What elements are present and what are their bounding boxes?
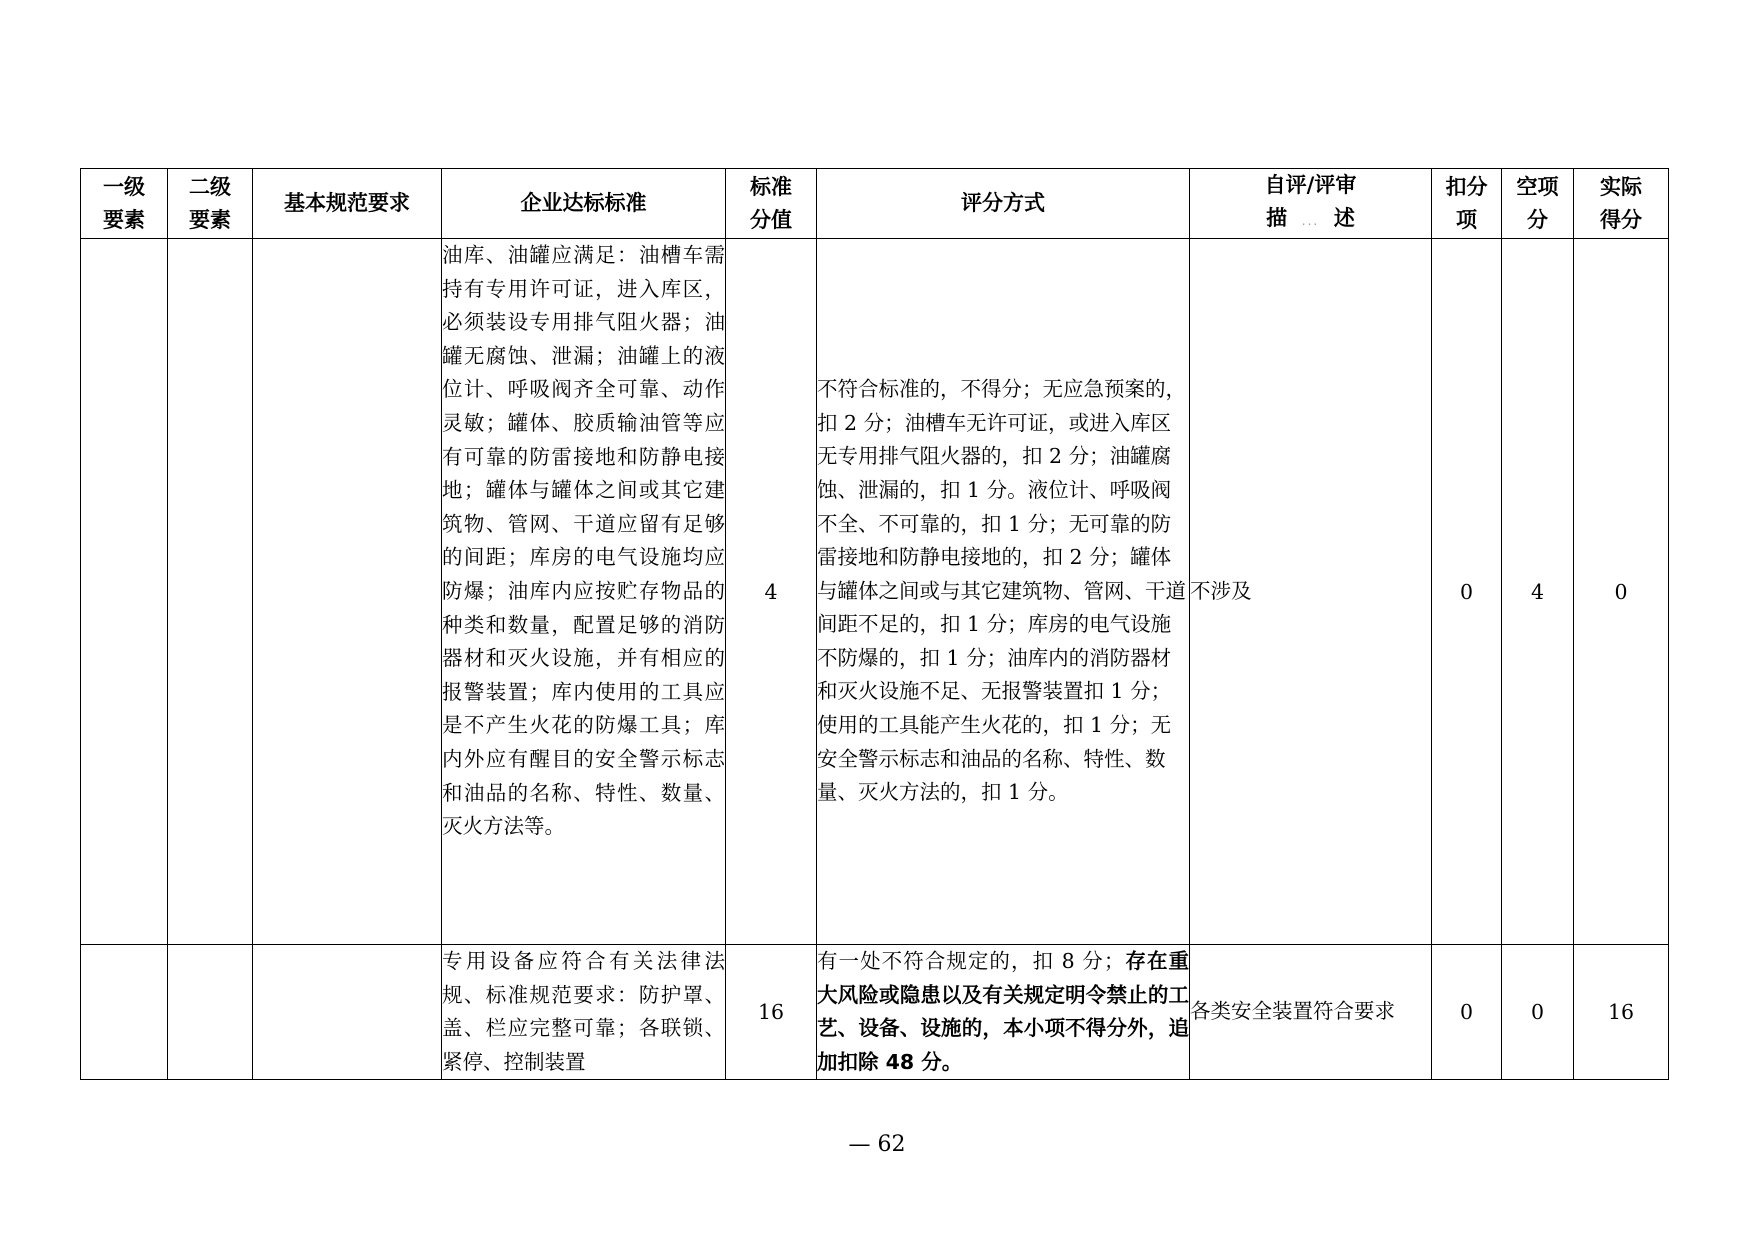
level2-cell: [168, 239, 253, 945]
scoring-method-cell: [817, 945, 1190, 1080]
header-level1-element: 一级 要素: [81, 169, 168, 239]
empty-score-cell: 4: [1502, 239, 1574, 945]
standard-score-cell: 16: [726, 945, 817, 1080]
level1-cell: [81, 945, 168, 1080]
enterprise-standard-cell: 专用设备应符合有关法律法规、标准规范要求：防护罩、盖、栏应完整可靠；各联锁、紧停、控制装置: [442, 945, 726, 1080]
actual-score-cell: 0: [1574, 239, 1669, 945]
standard-score-cell: 4: [726, 239, 817, 945]
basic-requirement-cell: [253, 239, 442, 945]
table-row: [81, 945, 1669, 1080]
enterprise-standard-cell: 油库、油罐应满足：油槽车需持有专用许可证，进入库区，必须装设专用排气阻火器；油罐无腐蚀、泄漏；油罐上的液位计、呼吸阀齐全可靠、动作灵敏；罐体、胶质输油管等应有可靠的防雷接地和防静电接地；罐体与罐体之间或其它建筑物、管网、干道应留有足够的间距；库房的电气设施均应防爆；油库内应按贮存物品的种类和数量，配置足够的消防器材和灭火设施，并有相应的报警装置；库内使用的工具应是不产生火花的防爆工具；库内外应有醒目的安全警示标志和油品的名称、特性、数量、灭火方法等。: [442, 239, 726, 945]
table-row: [81, 239, 1669, 945]
header-enterprise-standard: 企业达标标准: [442, 169, 726, 239]
header-basic-requirements: 基本规范要求: [253, 169, 442, 239]
standards-table: [80, 168, 1669, 1080]
description-cell: 各类安全装置符合要求: [1190, 945, 1432, 1080]
scoring-method-normal: 有一处不符合规定的，扣 8 分；: [817, 949, 1125, 973]
empty-score-cell: 0: [1502, 945, 1574, 1080]
header-actual-score: 实际 得分: [1574, 169, 1669, 239]
header-deduction-items: 扣分 项: [1432, 169, 1502, 239]
actual-score-cell: 16: [1574, 945, 1669, 1080]
deduction-cell: 0: [1432, 945, 1502, 1080]
header-level2-element: 二级 要素: [168, 169, 253, 239]
table-header-row: [81, 169, 1669, 239]
deduction-cell: 0: [1432, 239, 1502, 945]
description-cell: 不涉及: [1190, 239, 1432, 945]
scoring-method-cell: 不符合标准的，不得分；无应急预案的，扣 2 分；油槽车无许可证，或进入库区无专用排气阻火器的，扣 2 分；油罐腐蚀、泄漏的，扣 1 分。液位计、呼吸阀不全、不可靠的，扣 1 分；无可靠的防雷接地和防静电接地的，扣 2 分；罐体与罐体之间或与其它建筑物、管网、干道间距不足的，扣 1 分；库房的电气设施不防爆的，扣 1 分；油库内的消防器材和灭火设施不足、无报警装置扣 1 分；使用的工具能产生火花的，扣 1 分；无安全警示标志和油品的名称、特性、数量、灭火方法的，扣 1 分。: [817, 239, 1190, 945]
level1-cell: [81, 239, 168, 945]
level2-cell: [168, 945, 253, 1080]
page-number: — 62: [848, 1132, 906, 1157]
header-scoring-method: 评分方式: [817, 169, 1190, 239]
header-standard-score: 标准 分值: [726, 169, 817, 239]
basic-requirement-cell: [253, 945, 442, 1080]
scoring-method-bold: 存在重大风险或隐患以及有关规定明令禁止的工艺、设备、设施的，本小项不得分外，追加扣除 48 分。: [817, 949, 1190, 1074]
header-self-review-description: 自评/评审 描 ... 述: [1190, 169, 1432, 239]
header-empty-item-score: 空项 分: [1502, 169, 1574, 239]
